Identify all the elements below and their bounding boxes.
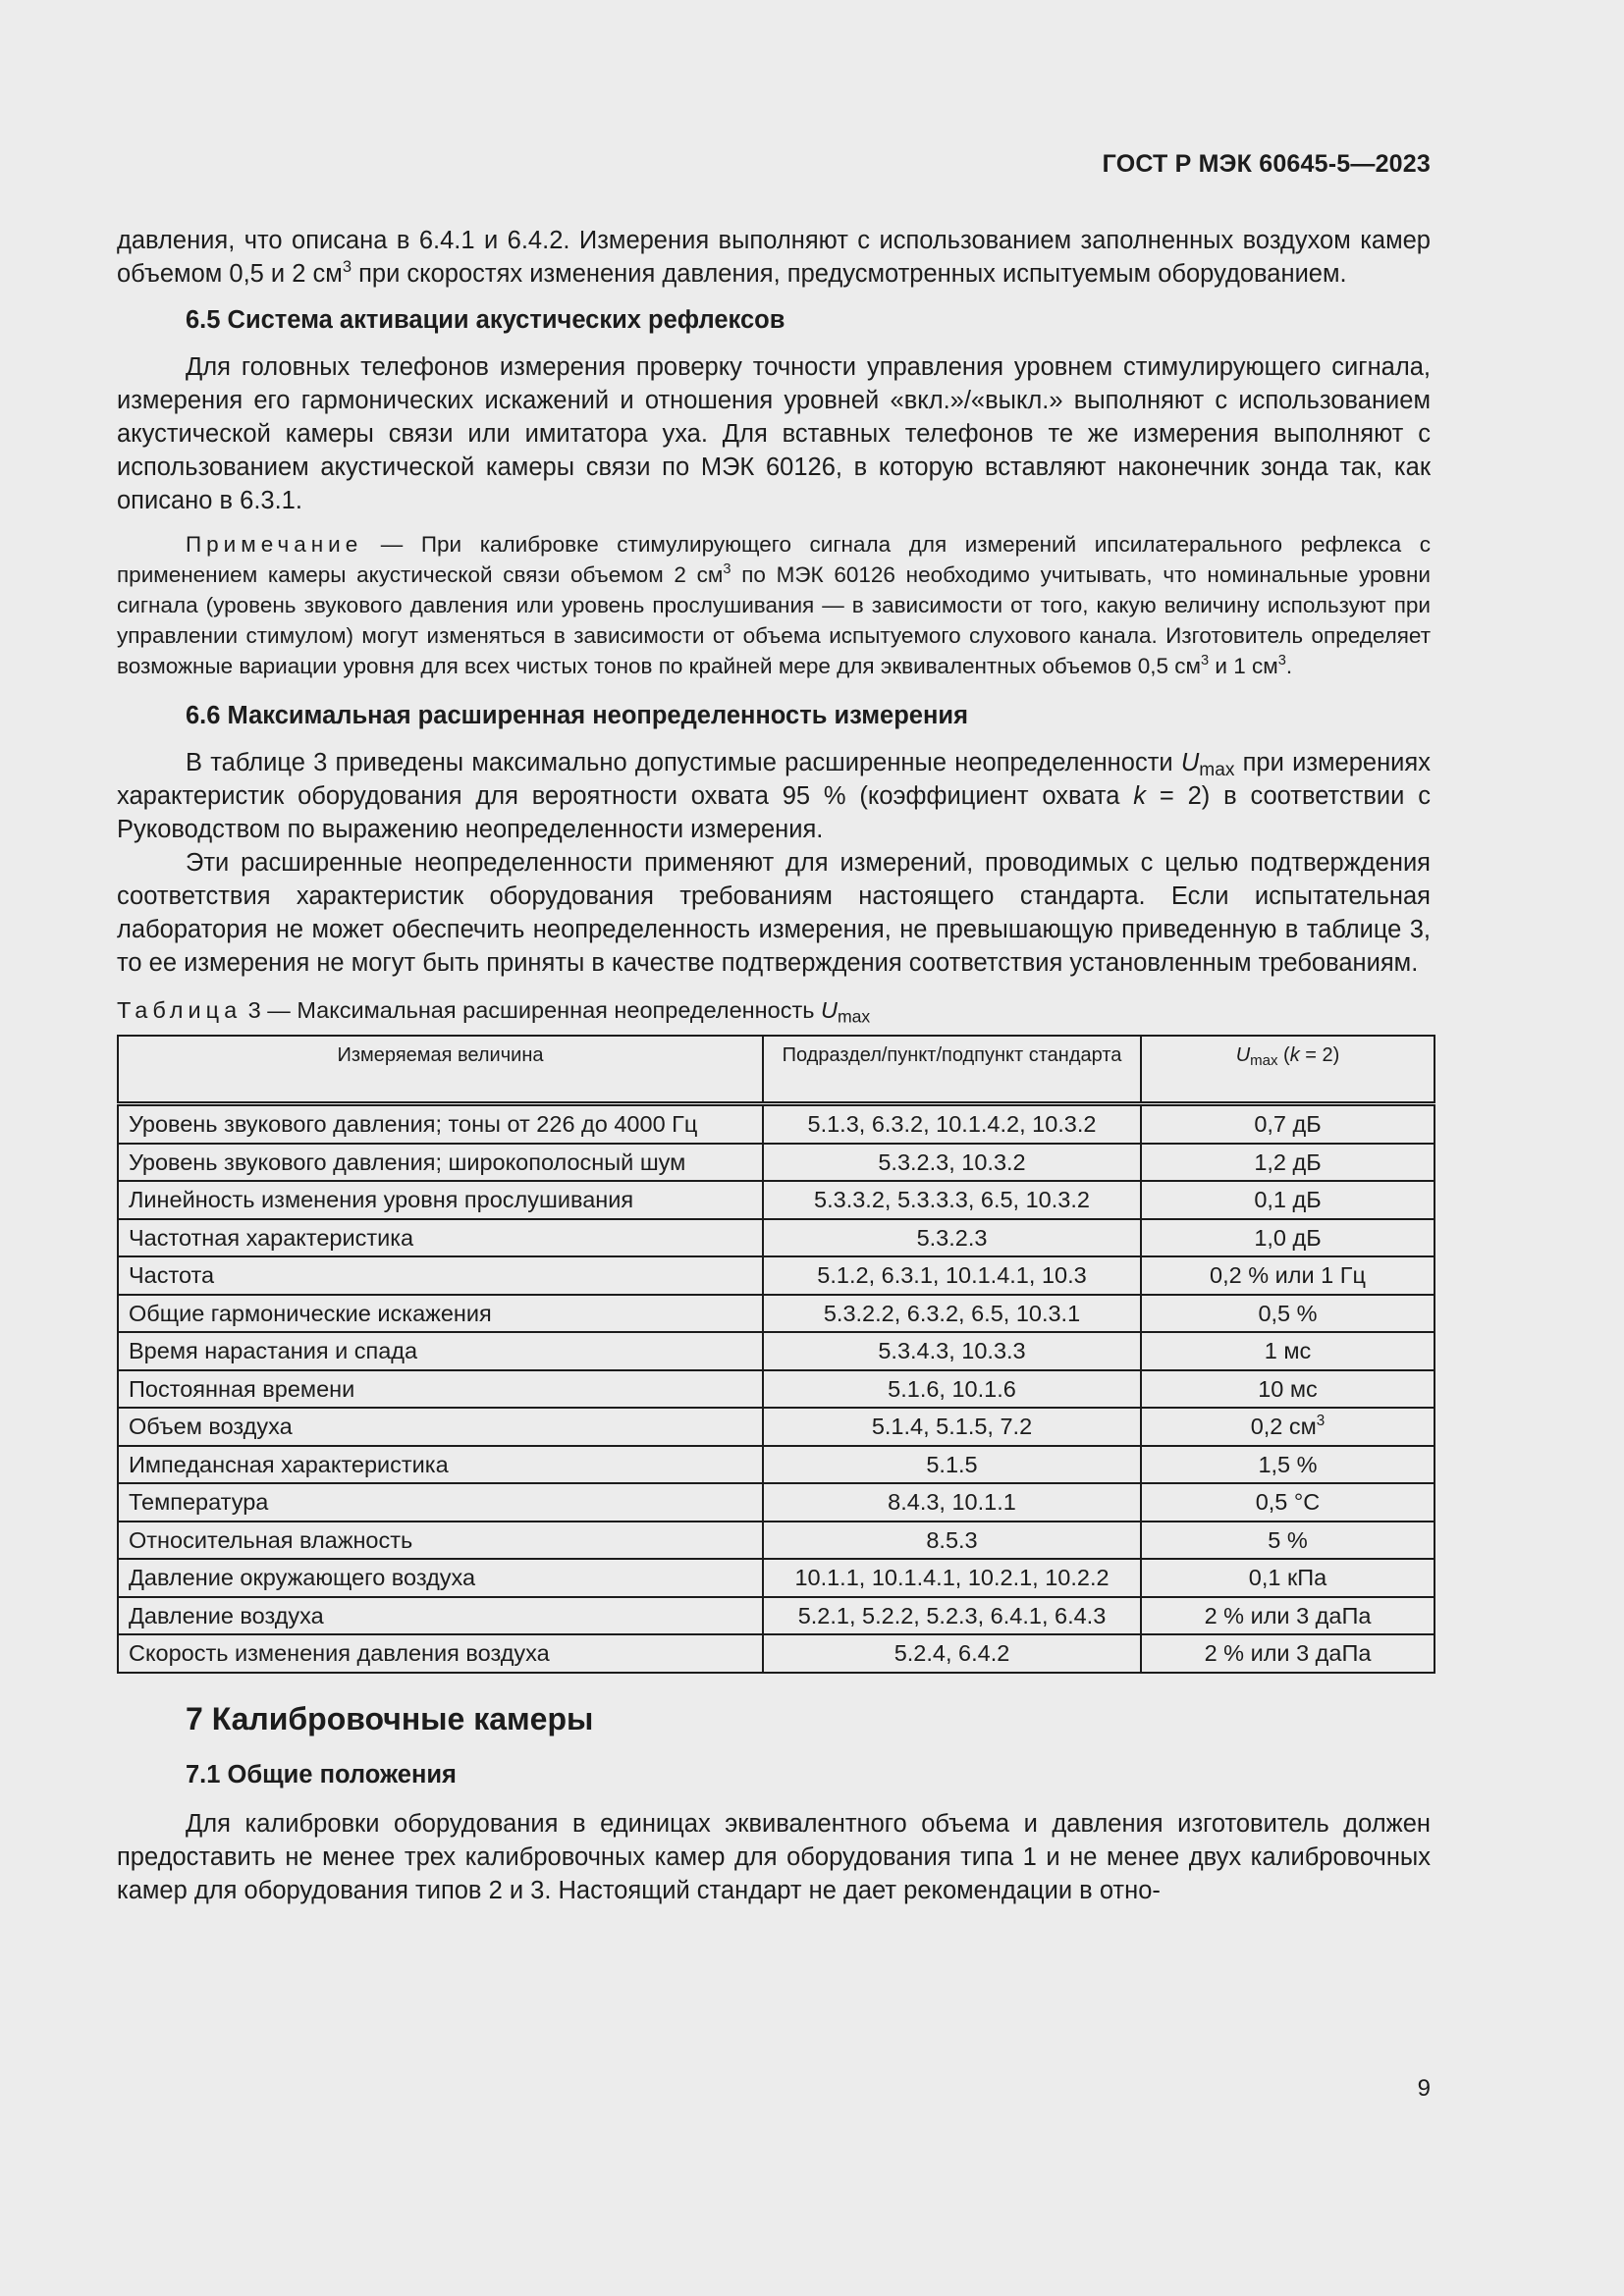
- cell-uncertainty-text: 1,2 дБ: [1254, 1148, 1322, 1175]
- s66-text-2: при измерениях характеристик оборудования для вероятности охвата 95 % (коэффициент охвата: [117, 749, 1431, 810]
- cell-quantity-text: Давление воздуха: [129, 1602, 324, 1629]
- cell-reference-text: 5.2.4, 6.4.2: [893, 1640, 1010, 1667]
- caption-text: 3 — Максимальная расширенная неопределенность: [242, 997, 821, 1023]
- cell-reference: [763, 1295, 1141, 1333]
- table-row: [118, 1104, 1435, 1144]
- cell-uncertainty: [1141, 1597, 1435, 1635]
- cell-reference-text: 5.1.3, 6.3.2, 10.1.4.2, 10.3.2: [807, 1111, 1097, 1138]
- cell-uncertainty: [1141, 1408, 1435, 1446]
- cell-quantity-text: Общие гармонические искажения: [129, 1300, 492, 1326]
- cell-quantity: [118, 1522, 763, 1560]
- cell-reference: [763, 1483, 1141, 1522]
- cell-quantity: [118, 1370, 763, 1409]
- table-row: [118, 1483, 1435, 1522]
- cell-uncertainty: [1141, 1295, 1435, 1333]
- table-row: [118, 1597, 1435, 1635]
- cell-uncertainty-text: 2 % или 3 даПа: [1204, 1602, 1372, 1629]
- intro-text-1: давления, что описана в 6.4.1 и 6.4.2. Измерения выполняют с использованием заполненных воздухом камер объемом 0,5 и 2 см: [117, 227, 1431, 288]
- table-body: [118, 1104, 1435, 1673]
- cell-reference-text: 5.1.2, 6.3.1, 10.1.4.1, 10.3: [817, 1262, 1087, 1289]
- section-6-6-paragraph-1: [117, 746, 1431, 846]
- cell-quantity: [118, 1144, 763, 1182]
- header-reference: Подраздел/пункт/подпункт стандарта: [763, 1036, 1141, 1104]
- table-row: [118, 1181, 1435, 1219]
- cell-uncertainty: [1141, 1104, 1435, 1144]
- table-row: [118, 1256, 1435, 1295]
- table-row: [118, 1522, 1435, 1560]
- table-row: [118, 1559, 1435, 1597]
- symbol-u: U: [1235, 1044, 1251, 1066]
- cell-uncertainty-text: 0,7 дБ: [1254, 1111, 1322, 1138]
- table-row: [118, 1219, 1435, 1257]
- cell-uncertainty: [1141, 1370, 1435, 1409]
- cell-reference: [763, 1104, 1141, 1144]
- cell-uncertainty-text: 0,1 дБ: [1254, 1187, 1322, 1213]
- cell-uncertainty: [1141, 1144, 1435, 1182]
- subscript: max: [1250, 1051, 1278, 1069]
- cell-reference-text: 5.3.2.3: [916, 1224, 988, 1251]
- cell-uncertainty-text: 0,2 % или 1 Гц: [1210, 1262, 1366, 1289]
- cell-uncertainty-text: 0,1 кПа: [1248, 1565, 1327, 1591]
- cell-uncertainty-text: 2 % или 3 даПа: [1204, 1640, 1372, 1667]
- cell-reference: [763, 1522, 1141, 1560]
- cell-reference-text: 8.4.3, 10.1.1: [888, 1489, 1016, 1516]
- cell-quantity-text: Постоянная времени: [129, 1375, 355, 1402]
- note-label: Примечание: [186, 532, 363, 557]
- cell-quantity: [118, 1181, 763, 1219]
- cell-uncertainty-text: 0,5 %: [1258, 1300, 1318, 1326]
- cell-reference-text: 10.1.1, 10.1.4.1, 10.2.1, 10.2.2: [794, 1565, 1110, 1591]
- cell-reference: [763, 1332, 1141, 1370]
- cell-quantity-text: Время нарастания и спада: [129, 1338, 418, 1364]
- cell-reference-text: 8.5.3: [926, 1526, 978, 1553]
- table-row: [118, 1144, 1435, 1182]
- cell-reference: [763, 1597, 1141, 1635]
- cell-reference: [763, 1446, 1141, 1484]
- cell-quantity: [118, 1597, 763, 1635]
- cell-reference: [763, 1219, 1141, 1257]
- table-header-row: [118, 1036, 1435, 1104]
- cell-uncertainty-text: 1,0 дБ: [1254, 1224, 1322, 1251]
- table-row: [118, 1370, 1435, 1409]
- cell-quantity-text: Объем воздуха: [129, 1414, 293, 1440]
- cell-quantity: [118, 1332, 763, 1370]
- table-row: [118, 1634, 1435, 1673]
- intro-paragraph: [117, 224, 1431, 291]
- superscript: 3: [1277, 653, 1286, 669]
- cell-quantity: [118, 1256, 763, 1295]
- header-quantity: Измеряемая величина: [118, 1036, 763, 1104]
- cell-uncertainty-text: 1 мс: [1264, 1338, 1312, 1364]
- symbol-k: k: [1133, 782, 1147, 810]
- table-row: [118, 1295, 1435, 1333]
- cell-reference-text: 5.3.3.2, 5.3.3.3, 6.5, 10.3.2: [814, 1187, 1090, 1213]
- cell-quantity-text: Линейность изменения уровня прослушивания: [129, 1187, 634, 1213]
- s66-text-3: = 2) в соответствии с Руководством по выражению неопределенности измерения.: [117, 782, 1431, 843]
- intro-text-2: при скоростях изменения давления, предусмотренных испытуемым оборудованием.: [352, 260, 1347, 288]
- cell-reference: [763, 1408, 1141, 1446]
- cell-reference: [763, 1181, 1141, 1219]
- cell-quantity: [118, 1446, 763, 1484]
- section-6-5-heading: 6.5 Система активации акустических рефлексов: [186, 306, 785, 334]
- cell-quantity-text: Температура: [129, 1489, 269, 1516]
- cell-uncertainty: [1141, 1559, 1435, 1597]
- cell-quantity-text: Импедансная характеристика: [129, 1451, 449, 1477]
- cell-quantity: [118, 1559, 763, 1597]
- section-7-1-paragraph: Для калибровки оборудования в единицах эквивалентного объема и давления изготовитель должен предоставить не менее трех калибровочных камер для оборудования типа 1 и не менее двух калибровочных камер для оборудования типов 2 и 3. Настоящий стандарт не дает рекомендации в отно-: [117, 1809, 1431, 1904]
- table-row: [118, 1446, 1435, 1484]
- cell-reference-text: 5.3.2.2, 6.3.2, 6.5, 10.3.1: [823, 1300, 1081, 1326]
- section-6-6-paragraph-2: Эти расширенные неопределенности применяют для измерений, проводимых с целью подтверждения соответствия характеристик оборудования требованиям настоящего стандарта. Если испытательная лаборатория не может обеспечить неопределенность измерения, не превышающую приведенную в таблице 3, то ее измерения не могут быть приняты в качестве подтверждения соответствия установленным требованиям.: [117, 849, 1431, 977]
- cell-reference-text: 5.1.5: [926, 1451, 978, 1477]
- cell-uncertainty: [1141, 1332, 1435, 1370]
- cell-reference: [763, 1370, 1141, 1409]
- superscript: 3: [1201, 653, 1210, 669]
- cell-reference-text: 5.2.1, 5.2.2, 5.2.3, 6.4.1, 6.4.3: [797, 1602, 1107, 1629]
- cell-quantity: [118, 1408, 763, 1446]
- subscript: max: [837, 1006, 871, 1027]
- s66-text-1: В таблице 3 приведены максимально допустимые расширенные неопределенности: [186, 749, 1181, 776]
- page-number: 9: [1417, 2075, 1431, 2102]
- superscript: 3: [342, 257, 352, 277]
- header-k-value: = 2): [1299, 1044, 1340, 1066]
- cell-quantity-text: Частотная характеристика: [129, 1224, 414, 1251]
- symbol-u: U: [1180, 749, 1200, 776]
- cell-reference: [763, 1256, 1141, 1295]
- table-3-caption: [117, 995, 1431, 1025]
- cell-reference: [763, 1559, 1141, 1597]
- cell-quantity: [118, 1219, 763, 1257]
- section-6-6-heading: 6.6 Максимальная расширенная неопределенность измерения: [186, 702, 968, 729]
- cell-uncertainty: [1141, 1219, 1435, 1257]
- superscript: 3: [1316, 1413, 1326, 1430]
- section-7-1-heading: 7.1 Общие положения: [186, 1760, 457, 1789]
- cell-uncertainty-text: 10 мс: [1258, 1375, 1318, 1402]
- section-6-5-paragraph: Для головных телефонов измерения проверку точности управления уровнем стимулирующего сигнала, измерения его гармонических искажений и отношения уровней «вкл.»/«выкл.» выполняют с использованием акустической камеры связи или имитатора уха. Для вставных телефонов те же измерения выполняют с использованием акустической камеры связи по МЭК 60126, в которую вставляют наконечник зонда так, как описано в 6.3.1.: [117, 353, 1431, 514]
- note-text-1: — При калибровке стимулирующего сигнала для измерений ипсилатерального рефлекса с применением камеры акустической связи объемом 2 см: [117, 532, 1431, 587]
- cell-reference: [763, 1634, 1141, 1673]
- cell-uncertainty-text: 5 %: [1268, 1526, 1308, 1553]
- cell-quantity-text: Уровень звукового давления; тоны от 226 до 4000 Гц: [129, 1111, 698, 1138]
- cell-quantity-text: Скорость изменения давления воздуха: [129, 1640, 550, 1667]
- symbol-k: k: [1289, 1044, 1300, 1066]
- page-content: [117, 224, 1431, 1907]
- table-row: [118, 1332, 1435, 1370]
- section-7-heading: 7 Калибровочные камеры: [186, 1700, 594, 1736]
- caption-label: Таблица: [117, 997, 243, 1023]
- cell-quantity: [118, 1483, 763, 1522]
- note-text-2: по МЭК 60126 необходимо учитывать, что номинальные уровни сигнала (уровень звукового давления или уровень прослушивания — в зависимости от того, какую величину используют при управлении стимулом) могут изменяться в зависимости от объема испытуемого слухового канала. Изготовитель определяет возможные вариации уровня для всех чистых тонов по крайней мере для эквивалентных объемов 0,5 см: [117, 562, 1431, 678]
- cell-uncertainty: [1141, 1522, 1435, 1560]
- note-text-4: .: [1285, 654, 1293, 678]
- cell-quantity-text: Давление окружающего воздуха: [129, 1565, 476, 1591]
- cell-uncertainty: [1141, 1483, 1435, 1522]
- note-paragraph: [117, 529, 1431, 681]
- table-row: [118, 1408, 1435, 1446]
- cell-quantity-text: Уровень звукового давления; широкополосный шум: [129, 1148, 686, 1175]
- header-paren: (: [1277, 1044, 1290, 1066]
- cell-reference: [763, 1144, 1141, 1182]
- document-header: ГОСТ Р МЭК 60645-5—2023: [1102, 150, 1431, 178]
- subscript: max: [1199, 759, 1235, 780]
- cell-uncertainty: [1141, 1446, 1435, 1484]
- cell-reference-text: 5.3.4.3, 10.3.3: [878, 1338, 1026, 1364]
- table-3: [117, 1035, 1435, 1674]
- cell-uncertainty: [1141, 1256, 1435, 1295]
- cell-quantity-text: Относительная влажность: [129, 1526, 413, 1553]
- header-umax: [1141, 1036, 1435, 1104]
- cell-uncertainty: [1141, 1634, 1435, 1673]
- cell-reference-text: 5.1.4, 5.1.5, 7.2: [871, 1414, 1033, 1440]
- cell-quantity-text: Частота: [129, 1262, 215, 1289]
- cell-uncertainty-text: 0,5 °C: [1255, 1489, 1321, 1516]
- cell-uncertainty-text: 1,5 %: [1258, 1451, 1318, 1477]
- superscript: 3: [723, 561, 731, 578]
- symbol-u: U: [820, 997, 838, 1023]
- cell-quantity: [118, 1104, 763, 1144]
- cell-uncertainty-text: 0,2 см: [1250, 1414, 1317, 1440]
- cell-uncertainty: [1141, 1181, 1435, 1219]
- cell-reference-text: 5.1.6, 10.1.6: [888, 1375, 1016, 1402]
- note-text-3: и 1 см: [1209, 654, 1278, 678]
- cell-reference-text: 5.3.2.3, 10.3.2: [878, 1148, 1026, 1175]
- cell-quantity: [118, 1634, 763, 1673]
- cell-quantity: [118, 1295, 763, 1333]
